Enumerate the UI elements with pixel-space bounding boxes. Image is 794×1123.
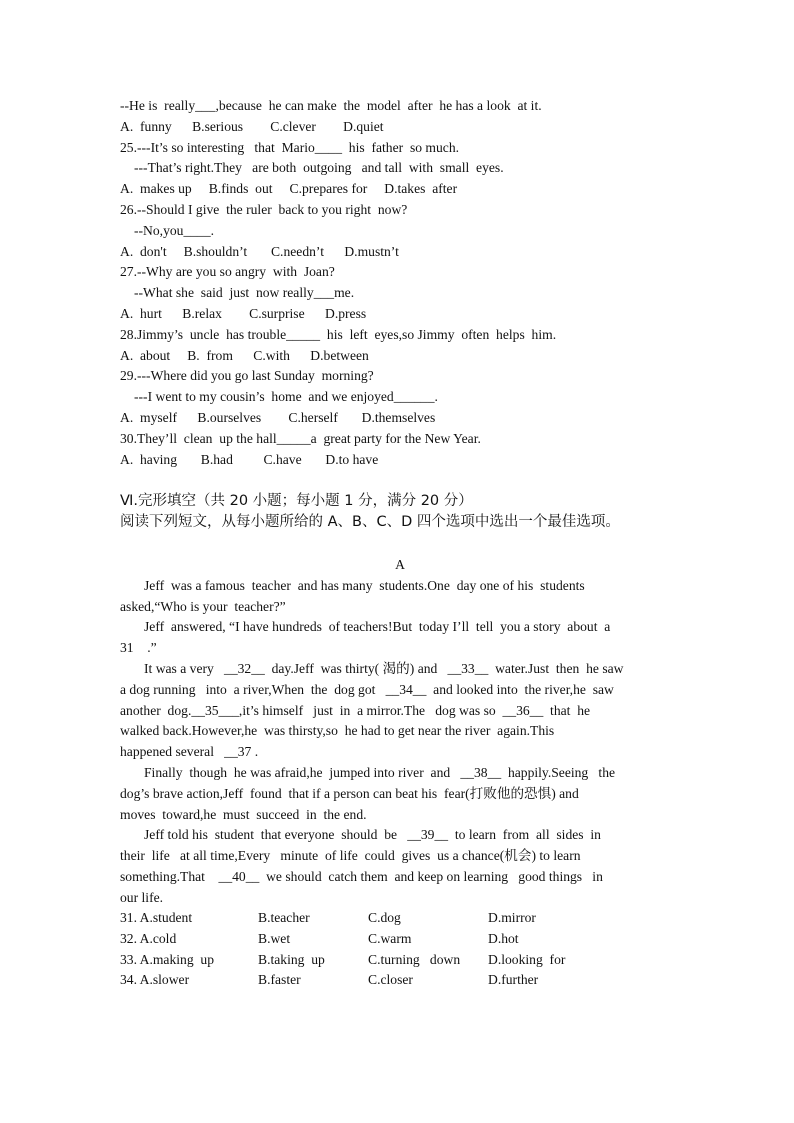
passage-line: Jeff told his student that everyone should be __39__ to learn from all sides in bbox=[144, 827, 601, 843]
passage bbox=[120, 555, 680, 909]
choice-cell: C.closer bbox=[368, 972, 413, 988]
passage-line: Jeff was a famous teacher and has many students.One day one of his students bbox=[144, 577, 585, 593]
choice-cell: B.faster bbox=[258, 972, 301, 988]
section-instruction: 阅读下列短文，从每小题所给的 A、B、C、D 四个选项中选出一个最佳选项。 bbox=[120, 514, 620, 530]
choice-cell: B.wet bbox=[258, 930, 291, 946]
passage-label: A bbox=[395, 557, 405, 572]
choice-cell: 33. A.making up bbox=[120, 951, 215, 967]
question-30 bbox=[120, 429, 680, 471]
choice-row bbox=[120, 908, 680, 929]
question-line: --What she said just now really___me. bbox=[134, 285, 355, 301]
choice-cell: C.warm bbox=[368, 930, 412, 946]
questions-top bbox=[120, 96, 680, 470]
choice-cell: 31. A.student bbox=[120, 910, 193, 925]
question-line: 30.They’ll clean up the hall_____a great party for the New Year. bbox=[120, 430, 481, 446]
question-options: A. having B.had C.have D.to have bbox=[120, 451, 379, 467]
question-line: ---That’s right.They are both outgoing and tall with small eyes. bbox=[134, 160, 504, 176]
passage-line: Jeff answered, “I have hundreds of teachers!But today I’ll tell you a story about a bbox=[144, 619, 611, 635]
passage-line: a dog running into a river,When the dog got __34__ and looked into the river,he saw bbox=[120, 681, 614, 697]
question-line: 25.---It’s so interesting that Mario____ his father so much. bbox=[120, 139, 460, 155]
cloze-section-header bbox=[120, 491, 680, 533]
question-options: A. don't B.shouldn’t C.needn’t D.mustn’t bbox=[120, 243, 399, 259]
choice-row bbox=[120, 929, 680, 950]
choice-cell: D.hot bbox=[488, 930, 519, 946]
choice-cell: C.dog bbox=[368, 910, 401, 925]
passage-line: Finally though he was afraid,he jumped into river and __38__ happily.Seeing the bbox=[144, 764, 616, 780]
passage-line: happened several __37 . bbox=[120, 744, 259, 760]
choice-row bbox=[120, 970, 680, 991]
choice-cell: D.mirror bbox=[488, 910, 536, 925]
choice-cell: D.looking for bbox=[488, 951, 566, 967]
passage-line: dog’s brave action,Jeff found that if a person can beat his fear(打败他的恐惧) and bbox=[120, 785, 579, 801]
question-line: 28.Jimmy’s uncle has trouble_____ his left eyes,so Jimmy often helps him. bbox=[120, 326, 557, 342]
passage-line: asked,“Who is your teacher?” bbox=[120, 598, 286, 614]
passage-line: walked back.However,he was thirsty,so he had to get near the river again.This bbox=[120, 723, 555, 739]
question-27 bbox=[120, 262, 680, 324]
question-24-fragment bbox=[120, 96, 680, 138]
question-line: --No,you____. bbox=[134, 222, 215, 238]
section-title: Ⅵ.完形填空（共 20 小题；每小题 1 分，满分 20 分） bbox=[120, 493, 473, 509]
choice-cell: C.turning down bbox=[368, 951, 461, 967]
choices-table bbox=[120, 908, 680, 991]
question-options: A. makes up B.finds out C.prepares for D.takes after bbox=[120, 181, 458, 197]
choice-cell: D.further bbox=[488, 972, 539, 988]
question-line: 29.---Where did you go last Sunday morning? bbox=[120, 368, 374, 384]
question-options: A. hurt B.relax C.surprise D.press bbox=[120, 305, 367, 321]
question-line: --He is really___,because he can make the model after he has a look at it. bbox=[120, 98, 542, 113]
passage-line: another dog.__35___,it’s himself just in a mirror.The dog was so __36__ that he bbox=[120, 702, 591, 718]
passage-line: our life. bbox=[120, 889, 164, 905]
question-26 bbox=[120, 200, 680, 262]
passage-line: their life at all time,Every minute of life could gives us a chance(机会) to learn bbox=[120, 848, 581, 864]
choice-row bbox=[120, 950, 680, 971]
question-28 bbox=[120, 325, 680, 367]
choice-cell: B.taking up bbox=[258, 951, 325, 967]
question-line: 27.--Why are you so angry with Joan? bbox=[120, 264, 335, 280]
choice-cell: 34. A.slower bbox=[120, 972, 190, 988]
passage-line: It was a very __32__ day.Jeff was thirty( 渴的) and __33__ water.Just then he saw bbox=[144, 660, 624, 676]
passage-line: something.That __40__ we should catch them and keep on learning good things in bbox=[120, 868, 603, 884]
passage-line: 31 .” bbox=[120, 640, 157, 656]
choice-cell: B.teacher bbox=[258, 910, 310, 925]
question-options: A. about B. from C.with D.between bbox=[120, 347, 369, 363]
passage-line: moves toward,he must succeed in the end. bbox=[120, 806, 367, 822]
question-29 bbox=[120, 366, 680, 428]
question-line: 26.--Should I give the ruler back to you right now? bbox=[120, 201, 408, 217]
question-25 bbox=[120, 138, 680, 200]
question-line: ---I went to my cousin’s home and we enjoyed______. bbox=[134, 389, 438, 405]
choice-cell: 32. A.cold bbox=[120, 930, 177, 946]
question-options: A. myself B.ourselves C.herself D.themselves bbox=[120, 409, 436, 425]
question-options: A. funny B.serious C.clever D.quiet bbox=[120, 118, 384, 134]
